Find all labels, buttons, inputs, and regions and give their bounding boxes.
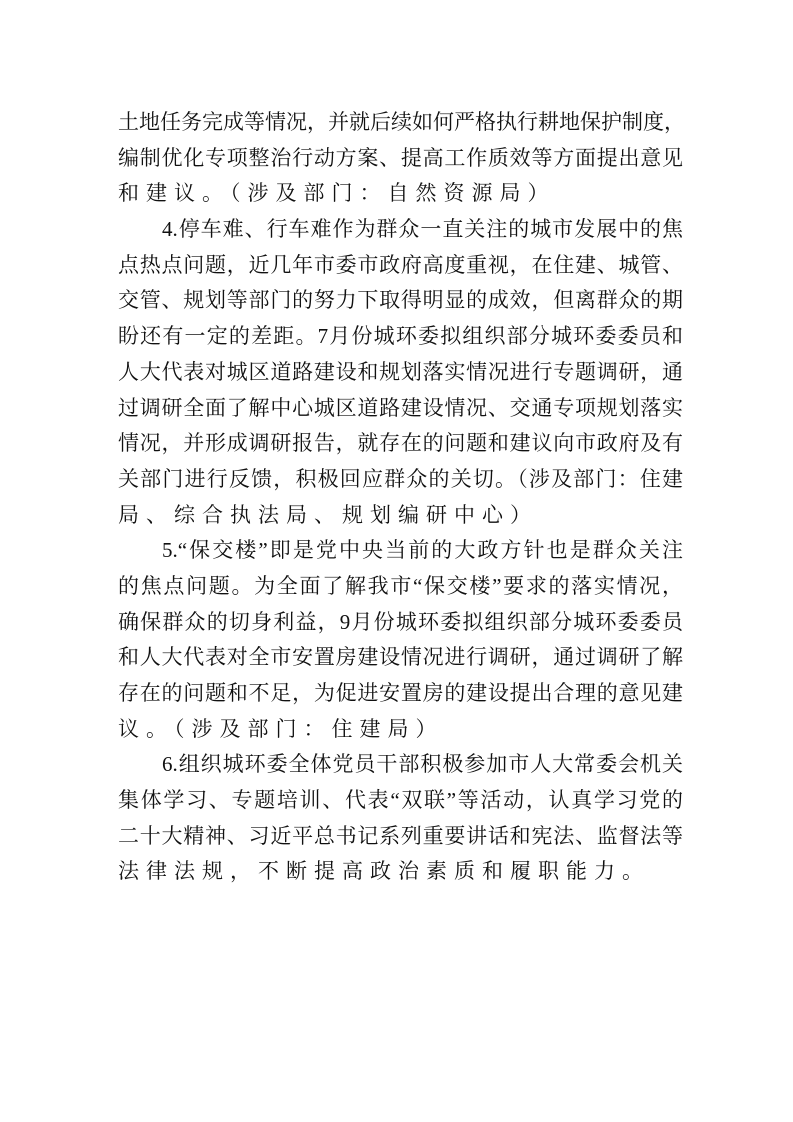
text-line: 情况，并形成调研报告，就存在的问题和建议向市政府及有 — [118, 431, 683, 456]
text-line: 5.“保交楼”即是党中央当前的大政方针也是群众关注 — [162, 538, 683, 563]
document-body — [118, 105, 683, 890]
text-line: 的焦点问题。为全面了解我市“保交楼”要求的落实情况， — [118, 573, 683, 598]
text-line: 二十大精神、习近平总书记系列重要讲话和宪法、监督法等 — [118, 823, 683, 848]
text-line: 关部门进行反馈，积极回应群众的关切。（涉及部门：住建 — [118, 466, 683, 491]
text-line: 法律法规，不断提高政治素质和履职能力。 — [118, 859, 650, 884]
text-line: 交管、规划等部门的努力下取得明显的成效，但离群众的期 — [118, 288, 683, 313]
text-line: 存在的问题和不足，为促进安置房的建设提出合理的意见建 — [118, 681, 683, 705]
text-line: 集体学习、专题培训、代表“双联”等活动，认真学习党的 — [118, 788, 683, 813]
text-line: 局、综合执法局、规划编研中心） — [118, 502, 538, 527]
text-line: 确保群众的切身利益，9月份城环委拟组织部分城环委委员 — [118, 609, 683, 634]
text-line: 议。（涉及部门：住建局） — [118, 716, 444, 741]
text-line: 6.组织城环委全体党员干部积极参加市人大常委会机关 — [162, 752, 683, 777]
text-line: 和人大代表对全市安置房建设情况进行调研，通过调研了解 — [118, 645, 683, 670]
paragraph — [118, 747, 683, 890]
paragraph — [118, 105, 683, 212]
text-line: 盼还有一定的差距。7月份城环委拟组织部分城环委委员和 — [118, 324, 683, 349]
text-line: 4.停车难、行车难作为群众一直关注的城市发展中的焦 — [162, 217, 683, 242]
text-line: 土地任务完成等情况，并就后续如何严格执行耕地保护制度， — [118, 110, 685, 134]
paragraph — [118, 212, 683, 533]
text-line: 编制优化专项整治行动方案、提高工作质效等方面提出意见 — [118, 145, 683, 170]
text-line: 过调研全面了解中心城区道路建设情况、交通专项规划落实 — [118, 395, 683, 420]
text-line: 点热点问题，近几年市委市政府高度重视，在住建、城管、 — [118, 252, 683, 277]
paragraph — [118, 533, 683, 747]
text-line: 人大代表对城区道路建设和规划落实情况进行专题调研，通 — [118, 359, 683, 384]
text-line: 和建议。（涉及部门：自然资源局） — [118, 181, 556, 206]
